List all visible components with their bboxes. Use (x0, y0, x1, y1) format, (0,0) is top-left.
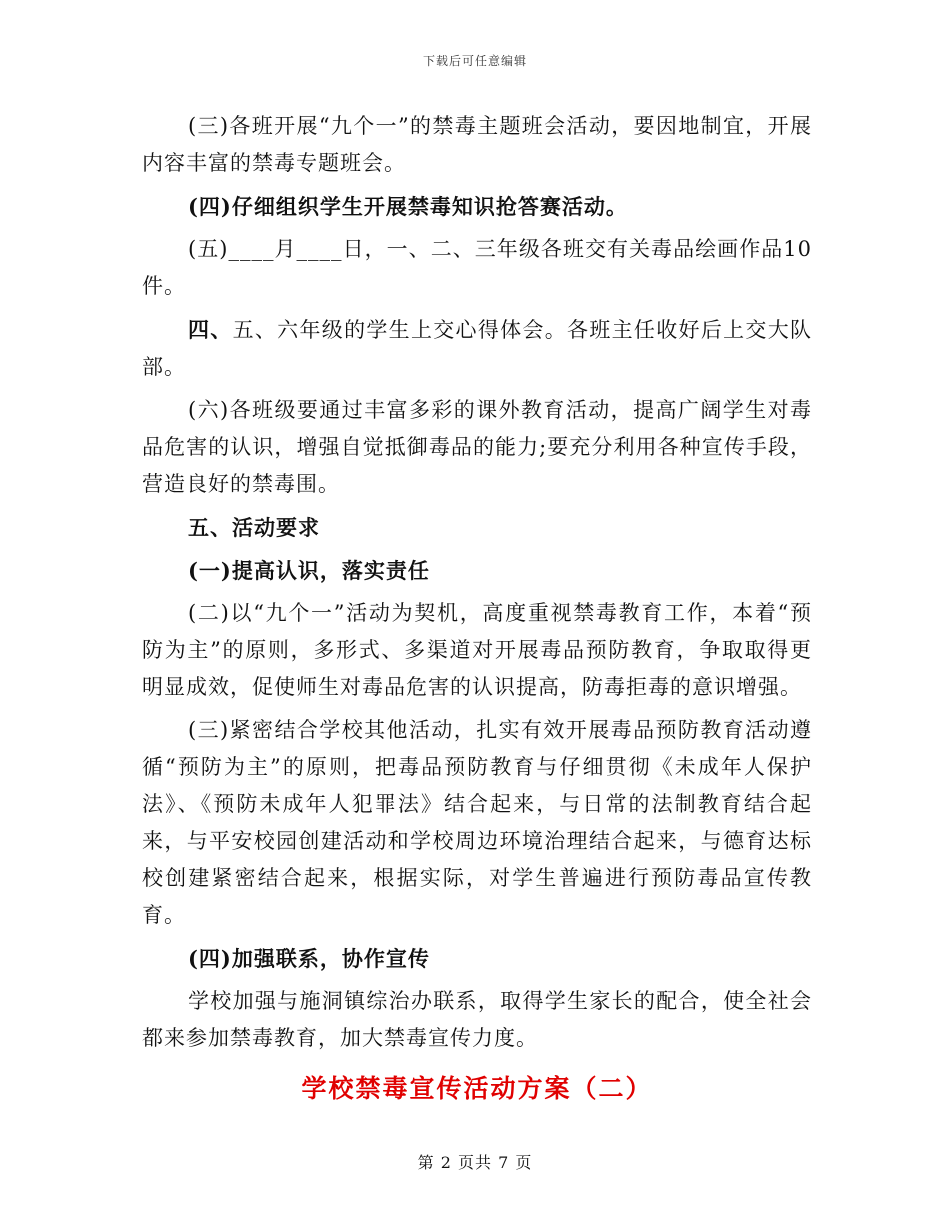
heading-raise-awareness: (一)提高认识，落实责任 (188, 558, 430, 583)
section-title: 学校禁毒宣传活动方案（二） (301, 1074, 653, 1103)
paragraph-extracurricular: (六)各班级要通过丰富多彩的课外教育活动，提高广阔学生对毒品危害的认识，增强自觉抵御毒品的能力;要充分利用各种宣传手段，营造良好的禁毒围。 (142, 398, 812, 496)
header-note: 下载后可任意编辑 (422, 54, 527, 68)
paragraph-quiz-contest: (四)仔细组织学生开展禁毒知识抢答赛活动。 (188, 194, 628, 219)
paragraph-class-meeting: (三)各班开展“九个一”的禁毒主题班会活动，要因地制宜，开展内容丰富的禁毒专题班会。 (142, 114, 812, 175)
heading-activity-requirements: 五、活动要求 (188, 515, 320, 540)
document-body (142, 108, 812, 1109)
paragraph-text: 五、六年级的学生上交心得体会。各班主任收好后上交大队部。 (142, 318, 812, 379)
page-footer: 第 2 页共 7 页 (417, 1153, 533, 1172)
paragraph-prefix: 四、 (188, 317, 233, 342)
paragraph-prevention-principle: (二)以“九个一”活动为契机，高度重视禁毒教育工作，本着“预防为主”的原则，多形式、多渠道对开展毒品预防教育，争取取得更明显成效，促使师生对毒品危害的认识提高，防毒拒毒的意识增强。 (142, 601, 812, 699)
paragraph-reflection-submission (142, 311, 812, 386)
paragraph-combine-activities: (三)紧密结合学校其他活动，扎实有效开展毒品预防教育活动遵循“预防为主”的原则，把毒品预防教育与仔细贯彻《未成年人保护法》、《预防未成年人犯罪法》结合起来，与日常的法制教育结合起来，与平安校园创建活动和学校周边环境治理结合起来，与德育达标校创建紧密结合起来，根据实际，对学生普遍进行预防毒品宣传教育。 (142, 718, 812, 927)
heading-strengthen-contact: (四)加强联系，协作宣传 (188, 946, 430, 971)
paragraph-drawing-submission: (五)____月____日，一、二、三年级各班交有关毒品绘画作品10件。 (142, 237, 812, 298)
paragraph-community-cooperation: 学校加强与施洞镇综治办联系，取得学生家长的配合，使全社会都来参加禁毒教育，加大禁毒宣传力度。 (142, 989, 812, 1050)
